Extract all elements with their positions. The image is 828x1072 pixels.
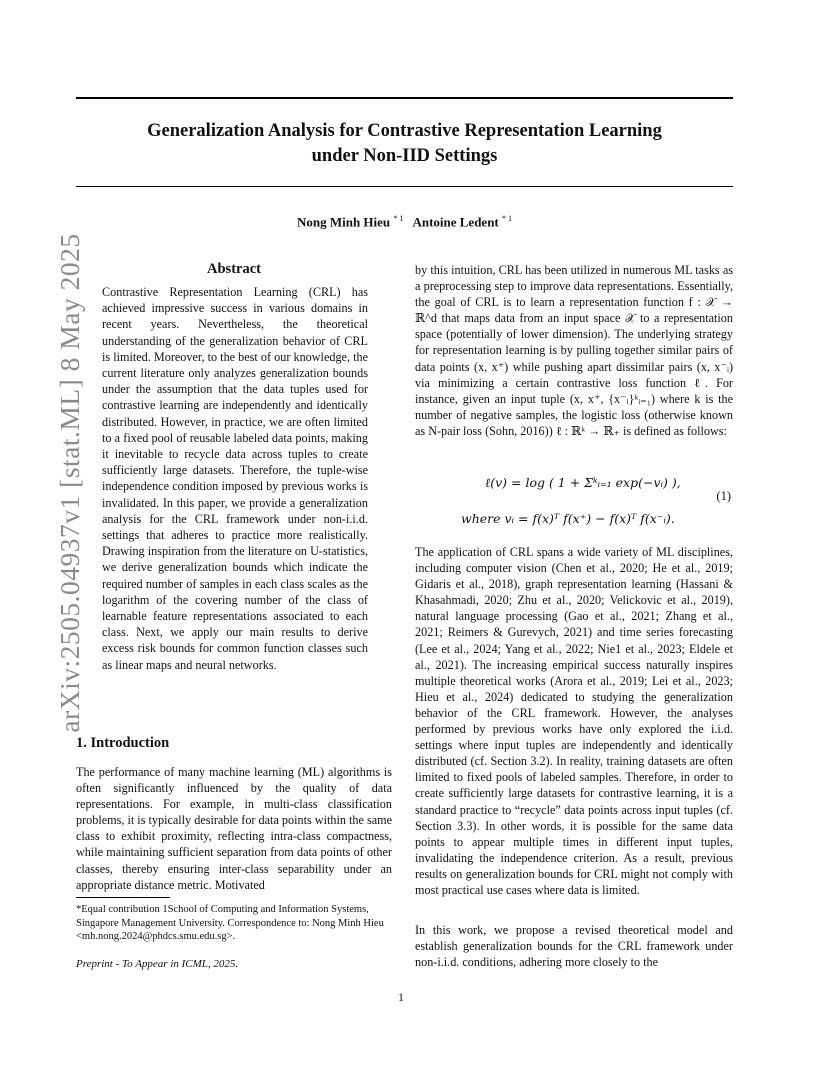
page-number: 1: [398, 990, 404, 1004]
paper-title: [76, 119, 733, 169]
footnote: *Equal contribution 1School of Computing and Information Systems, Singapore Management University. Correspondence to: Nong Minh Hieu <mh.nong.2024@phdcs.smu.edu.sg>.: [76, 904, 384, 942]
introduction-paragraph: The performance of many machine learning (ML) algorithms is often significantly influenced by the quality of data representations. For example, in multi-class classification problems, it is typically desirable for data points within the same class to exhibit proximity, reflecting intra-class compactness, while maintaining sufficient separation from data points of other classes, thereby ensuring inter-class separability under an appropriate distance metric. Motivated: [76, 765, 392, 892]
preprint-note: Preprint - To Appear in ICML, 2025.: [76, 958, 239, 970]
introduction-heading: 1. Introduction: [76, 735, 170, 751]
author-1-mark: * 1: [393, 214, 404, 223]
title-line-1: Generalization Analysis for Contrastive Representation Learning: [147, 121, 662, 141]
arxiv-stamp: arXiv:2505.04937v1 [stat.ML] 8 May 2025: [54, 233, 85, 733]
equation-number: (1): [716, 489, 731, 503]
right-column-paragraph-2: The application of CRL spans a wide variety of ML disciplines, including computer vision (Chen et al., 2020; He et al., 2019; Gidaris et al., 2018), graph representation learning (Hassani & Khasahmadi, 2020; Zhu et al., 2020; Velickovic et al., 2019), natural language processing (Gao et al., 2021; Zhang et al., 2021; Reimers & Gurevych, 2021) and time series forecasting (Lee et al., 2024; Yang et al., 2022; Nie1 et al., 2023; Eldele et al., 2021). The increasing empirical success naturally inspires multiple theoretical works (Arora et al., 2019; Lei et al., 2023; Hieu et al., 2024) dedicated to studying the generalization behavior of the CRL framework. However, the analyses performed by previous works have only explored the i.i.d. settings where input tuples are independently and identically distributed (cf. Section 3.2). In reality, training datasets are often limited to fixed pools of labeled samples. Therefore, in order to create sufficiently large datasets for contrastive learning, it is a standard practice to “recycle” data points across input tuples (cf. Section 3.3). In other words, it is possible for the same data points to appear multiple times in different input tuples, invalidating the independence criterion. As a result, previous results on generalization bounds for CRL might not comply with most practical use cases where data is limited.: [415, 545, 733, 897]
equation-line-2: where vᵢ = f(x)ᵀ f(x⁺) − f(x)ᵀ f(x⁻ᵢ).: [461, 511, 675, 526]
abstract-text: Contrastive Representation Learning (CRL) has achieved impressive success in various domains in recent years. Nevertheless, the theoretical understanding of the generalization behavior of CRL is limited. Moreover, to the best of our knowledge, the current literature only analyzes generalization bounds under the assumption that the data tuples used for contrastive learning are independently and identically distributed. However, in practice, we are often limited to a fixed pool of reusable labeled data points, making it inevitable to recycle data across tuples to create sufficiently large datasets. Therefore, the tuple-wise independence condition imposed by previous works is invalidated. In this paper, we provide a generalization analysis for the CRL framework under non-i.i.d. settings that adheres to practice more realistically. Drawing inspiration from the literature on U-statistics, we derive generalization bounds which indicate the required number of samples in each class scales as the logarithm of the covering number of the class of learnable feature representations associated to each class. Next, we apply our main results to derive excess risk bounds for common function classes such as linear maps and neural networks.: [102, 285, 368, 672]
title-top-rule: [76, 97, 733, 99]
right-column-paragraph-1: by this intuition, CRL has been utilized in numerous ML tasks as a preprocessing step to improve data representations. Essentially, the goal of CRL is to learn a representation function f : 𝒳 → ℝ^d that maps data from an input space 𝒳 to a representation space (potentially of lower dimension). The underlying strategy for representation learning is by pulling together similar pairs of data points (x, x⁺) while pushing apart dissimilar pairs (x, x⁻ᵢ) via minimizing a certain contrastive loss function ℓ. For instance, given an input tuple (x, x⁺, {x⁻ᵢ}ᵏᵢ₌₁) where k is the number of negative samples, the logistic loss (otherwise known as N-pair loss (Sohn, 2016)) ℓ : ℝᵏ → ℝ₊ is defined as follows:: [415, 263, 733, 438]
author-2-mark: * 1: [502, 214, 513, 223]
author-list: [76, 214, 733, 230]
title-line-2: under Non-IID Settings: [311, 146, 498, 166]
footnote-rule: [76, 897, 170, 898]
abstract-heading: Abstract: [207, 261, 261, 277]
equation-line-1: ℓ(v) = log ( 1 + Σᵏᵢ₌₁ exp(−vᵢ) ),: [485, 475, 681, 490]
right-column-paragraph-3: In this work, we propose a revised theoretical model and establish generalization bounds for the CRL framework under non-i.i.d. conditions, adhering more closely to the: [415, 923, 733, 970]
title-bottom-rule: [76, 186, 733, 187]
author-2: Antoine Ledent: [412, 214, 499, 230]
author-1: Nong Minh Hieu: [296, 214, 391, 230]
equation-1: [415, 465, 733, 535]
